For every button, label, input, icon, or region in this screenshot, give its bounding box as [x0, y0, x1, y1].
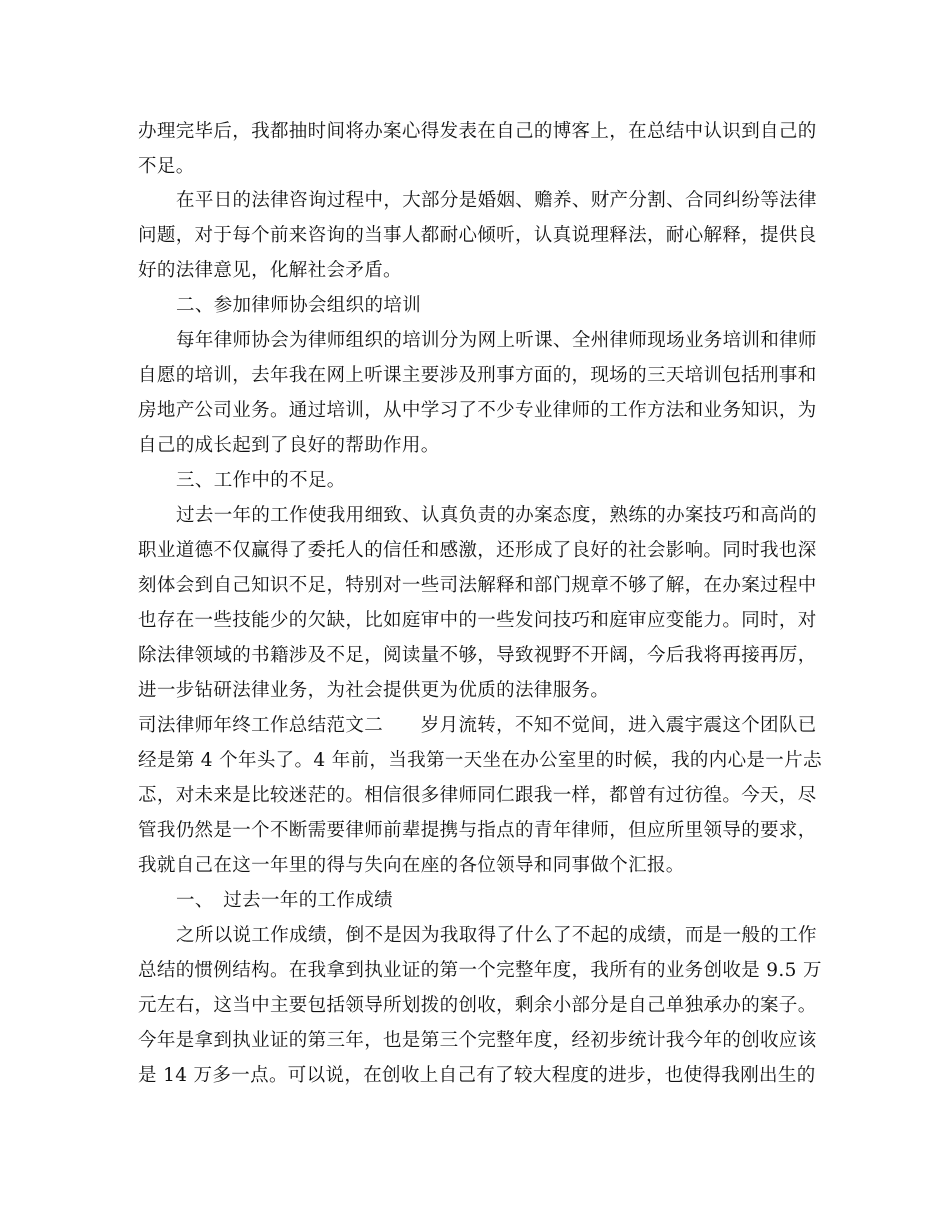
paragraph-line: 我就自己在这一年里的得与失向在座的各位领导和同事做个汇报。 [138, 855, 685, 876]
paragraph-line: 之所以说工作成绩，倒不是因为我取得了什么了不起的成绩，而是一般的工作 [176, 925, 817, 946]
paragraph-line: 每年律师协会为律师组织的培训分为网上听课、全州律师现场业务培训和律师 [176, 330, 817, 351]
paragraph-line: 过去一年的工作使我用细致、认真负责的办案态度，熟练的办案技巧和高尚的 [176, 505, 817, 526]
paragraph-line: 管我仍然是一个不断需要律师前辈提携与指点的青年律师，但应所里领导的要求， [138, 820, 817, 841]
paragraph-line: 也存在一些技能少的欠缺，比如庭审中的一些发问技巧和庭审应变能力。同时，对 [138, 610, 817, 631]
paragraph-line: 自己的成长起到了良好的帮助作用。 [138, 435, 440, 456]
paragraph-line: 好的法律意见，化解社会矛盾。 [138, 260, 402, 281]
paragraph-line: 进一步钻研法律业务，为社会提供更为优质的法律服务。 [138, 680, 610, 701]
paragraph-line: 经是第 4 个年头了。4 年前，当我第一天坐在办公室里的时候，我的内心是一片忐 [138, 750, 822, 771]
paragraph-line: 除法律领域的书籍涉及不足，阅读量不够，导致视野不开阔，今后我将再接再厉， [138, 645, 817, 666]
paragraph-line: 自愿的培训，去年我在网上听课主要涉及刑事方面的，现场的三天培训包括刑事和 [138, 365, 817, 386]
paragraph-line: 办理完毕后，我都抽时间将办案心得发表在自己的博客上，在总结中认识到自己的 [138, 121, 817, 142]
paragraph-line: 是 14 万多一点。可以说，在创收上自己有了较大程度的进步，也使得我刚出生的 [138, 1065, 816, 1086]
section-heading: 二、参加律师协会组织的培训 [176, 295, 422, 316]
paragraph-line: 刻体会到自己知识不足，特别对一些司法解释和部门规章不够了解，在办案过程中 [138, 575, 817, 596]
paragraph-line: 在平日的法律咨询过程中，大部分是婚姻、赡养、财产分割、合同纠纷等法律 [176, 190, 817, 211]
paragraph-line: 总结的惯例结构。在我拿到执业证的第一个完整年度，我所有的业务创收是 9.5 万 [138, 960, 822, 981]
paragraph-line: 不足。 [138, 156, 195, 177]
article-title-line: 司法律师年终工作总结范文二 岁月流转，不知不觉间，进入震宇震这个团队已 [138, 715, 817, 736]
section-heading: 一、 过去一年的工作成绩 [176, 890, 393, 911]
paragraph-line: 职业道德不仅赢得了委托人的信任和感激，还形成了良好的社会影响。同时我也深 [138, 540, 817, 561]
paragraph-line: 忑，对未来是比较迷茫的。相信很多律师同仁跟我一样，都曾有过彷徨。今天，尽 [138, 785, 817, 806]
paragraph-line: 问题，对于每个前来咨询的当事人都耐心倾听，认真说理释法，耐心解释，提供良 [138, 225, 817, 246]
section-heading: 三、工作中的不足。 [176, 470, 346, 491]
paragraph-line: 今年是拿到执业证的第三年，也是第三个完整年度，经初步统计我今年的创收应该 [138, 1030, 817, 1051]
paragraph-line: 元左右，这当中主要包括领导所划拨的创收，剩余小部分是自己单独承办的案子。 [138, 995, 817, 1016]
paragraph-line: 房地产公司业务。通过培训，从中学习了不少专业律师的工作方法和业务知识，为 [138, 400, 817, 421]
